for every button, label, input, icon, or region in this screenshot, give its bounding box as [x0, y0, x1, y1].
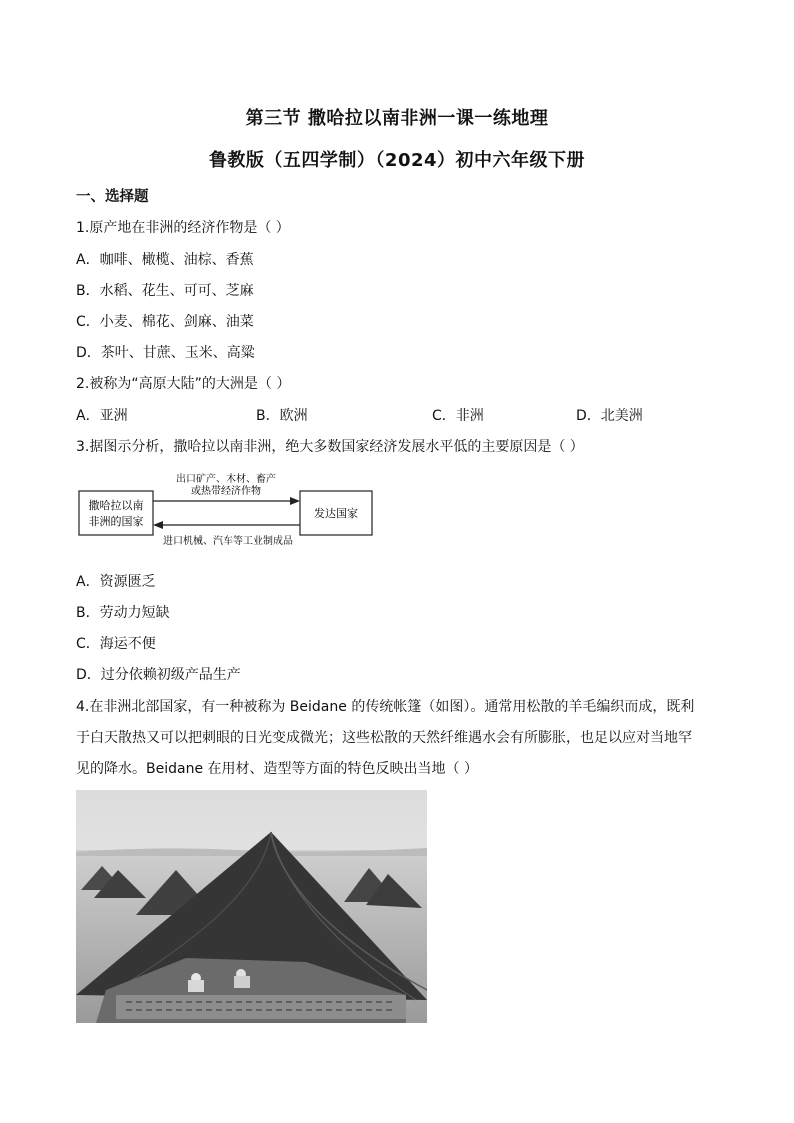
question-2-option-a: A．亚洲	[76, 408, 128, 424]
import-arrow-head	[153, 521, 163, 529]
question-2-option-b: B．欧洲	[256, 408, 308, 424]
question-1-option-d: D．茶叶、甘蔗、玉米、高粱	[76, 345, 255, 361]
trade-flow-diagram	[76, 470, 376, 550]
left-box	[79, 491, 153, 535]
right-box-label: 发达国家	[314, 507, 358, 520]
question-1-option-c: C．小麦、棉花、剑麻、油菜	[76, 314, 254, 330]
document-title: 第三节 撒哈拉以南非洲一课一练地理	[245, 108, 549, 129]
question-1-option-a: A．咖啡、橄榄、油棕、香蕉	[76, 252, 254, 268]
top-arrow-label-line2: 或热带经济作物	[191, 486, 261, 497]
bottom-arrow-label: 进口机械、汽车等工业制成品	[163, 536, 293, 547]
section-heading: 一、选择题	[76, 189, 149, 205]
question-3-option-b: B．劳动力短缺	[76, 605, 170, 621]
beidane-tent-photo	[76, 790, 427, 1023]
question-2-option-c: C．非洲	[432, 408, 484, 424]
person-2-body	[234, 976, 250, 988]
document-subtitle: 鲁教版（五四学制）（2024）初中六年级下册	[208, 150, 586, 171]
question-3-stem: 3.据图示分析，撒哈拉以南非洲，绝大多数国家经济发展水平低的主要原因是（ ）	[76, 439, 584, 455]
question-4-stem-line2: 于白天散热又可以把刺眼的日光变成微光；这些松散的天然纤维遇水会有所膨胀，也足以应对当地罕	[76, 730, 692, 746]
question-3-option-d: D．过分依赖初级产品生产	[76, 667, 241, 683]
question-1-stem: 1.原产地在非洲的经济作物是（ ）	[76, 220, 290, 236]
question-4-stem-line3: 见的降水。Beidane 在用材、造型等方面的特色反映出当地（ ）	[76, 761, 478, 777]
question-2-option-d: D．北美洲	[576, 408, 643, 424]
carpet	[116, 995, 406, 1019]
question-3-option-c: C．海运不便	[76, 636, 156, 652]
question-2-stem: 2.被称为“高原大陆”的大洲是（ ）	[76, 376, 291, 392]
top-arrow-label-line1: 出口矿产、木材、畜产	[176, 474, 276, 485]
left-box-line2: 非洲的国家	[88, 515, 144, 528]
left-box-line1: 撒哈拉以南	[88, 499, 144, 512]
question-1-option-b: B．水稻、花生、可可、芝麻	[76, 283, 254, 299]
question-4-stem-line1: 4.在非洲北部国家，有一种被称为 Beidane 的传统帐篷（如图）。通常用松散的羊毛编织而成，既利	[76, 699, 695, 715]
export-arrow-head	[290, 497, 300, 505]
question-3-option-a: A．资源匮乏	[76, 574, 156, 590]
person-1-body	[188, 980, 204, 992]
